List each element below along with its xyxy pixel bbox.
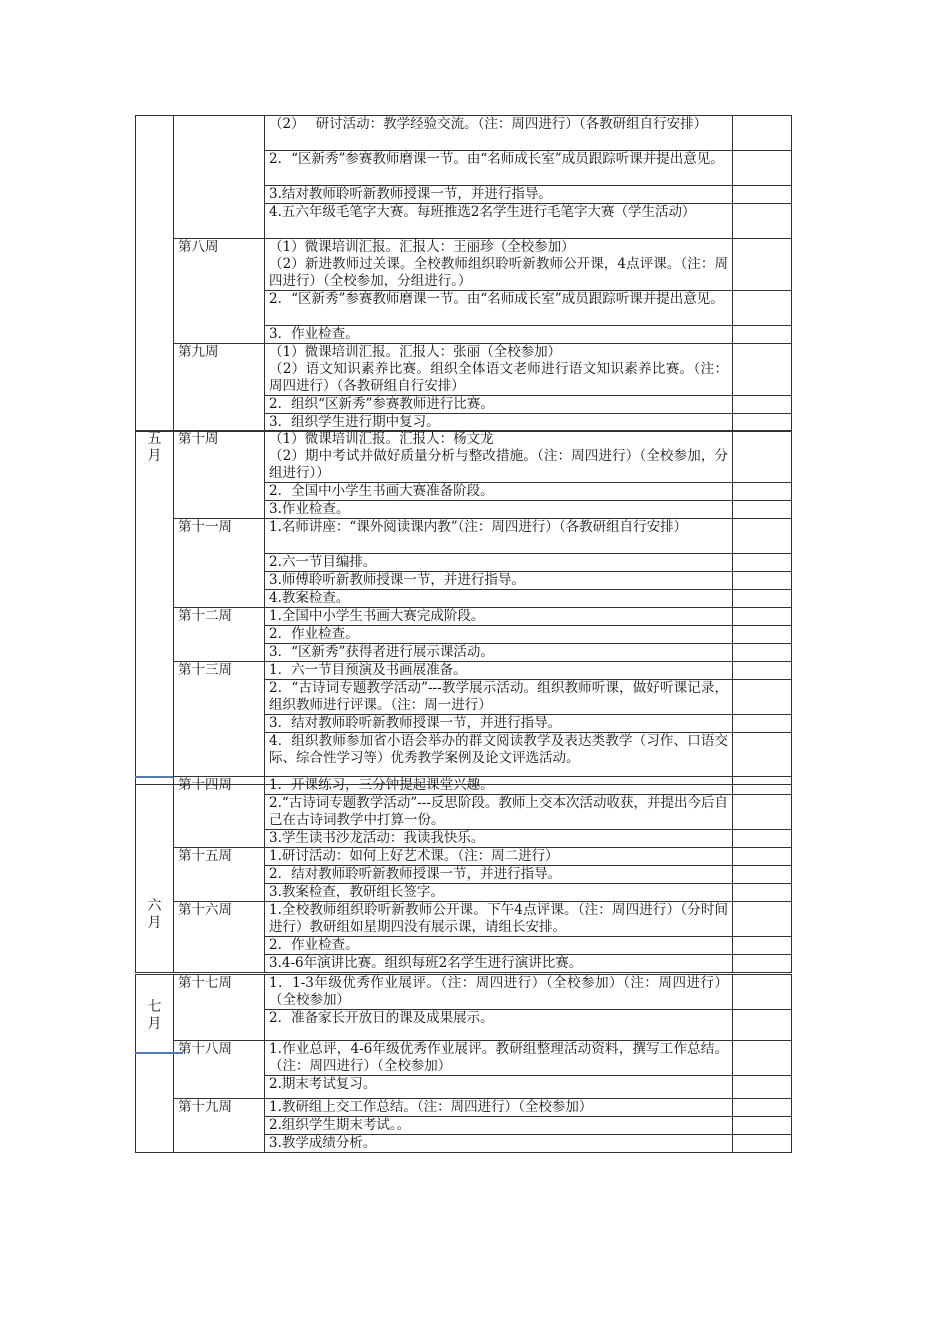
week-label: 第十八周 bbox=[174, 1041, 265, 1099]
plan-item: 2．作业检查。 bbox=[265, 626, 733, 644]
plan-item: 1.作业总评，4-6年级优秀作业展评。教研组整理活动资料，撰写工作总结。（注：周四进行）（全校参加） bbox=[265, 1041, 733, 1076]
table-row bbox=[136, 777, 792, 795]
notes-cell bbox=[733, 1076, 792, 1099]
notes-cell bbox=[733, 239, 792, 291]
plan-item: 3.4-6年演讲比赛。组织每班2名学生进行演讲比赛。 bbox=[265, 955, 733, 973]
notes-cell bbox=[733, 414, 792, 432]
week-label: 第九周 bbox=[174, 344, 265, 432]
month-cell-april bbox=[136, 116, 174, 432]
notes-cell bbox=[733, 1010, 792, 1041]
notes-cell bbox=[733, 626, 792, 644]
plan-item: 3.教学成绩分析。 bbox=[265, 1135, 733, 1153]
plan-item: 1.全国中小学生书画大赛完成阶段。 bbox=[265, 608, 733, 626]
plan-item: 3.学生读书沙龙活动：我读我快乐。 bbox=[265, 830, 733, 848]
plan-item: 1.名师讲座：“课外阅读课内教”（注：周四进行）（各教研组自行安排） bbox=[265, 519, 733, 554]
table-row bbox=[136, 848, 792, 866]
plan-item: 3.师傅聆听新教师授课一节，并进行指导。 bbox=[265, 572, 733, 590]
month-label-may: 五月 bbox=[147, 431, 162, 464]
notes-cell bbox=[733, 866, 792, 884]
notes-cell bbox=[733, 1099, 792, 1117]
plan-item: 1．六一节目预演及书画展准备。 bbox=[265, 662, 733, 680]
notes-cell bbox=[733, 777, 792, 795]
notes-cell bbox=[733, 291, 792, 326]
plan-item: 2.组织学生期末考试。。 bbox=[265, 1117, 733, 1135]
table-row bbox=[136, 975, 792, 1010]
plan-item: 2．“古诗词专题教学活动”---教学展示活动。组织教师听课，做好听课记录，组织教师进行评课。（注：周一进行） bbox=[265, 680, 733, 715]
notes-cell bbox=[733, 116, 792, 151]
plan-item: 2．组织“区新秀”参赛教师进行比赛。 bbox=[265, 396, 733, 414]
notes-cell bbox=[733, 519, 792, 554]
notes-cell bbox=[733, 795, 792, 830]
plan-item: 3．“区新秀”获得者进行展示课活动。 bbox=[265, 644, 733, 662]
teaching-plan-table bbox=[135, 115, 792, 432]
table-row bbox=[136, 519, 792, 554]
plan-item: 3．作业检查。 bbox=[265, 326, 733, 344]
notes-cell bbox=[733, 848, 792, 866]
table-row bbox=[136, 902, 792, 937]
week-label: 第十四周 bbox=[174, 777, 265, 848]
plan-item: 1．1-3年级优秀作业展评。（注：周四进行）（全校参加）（注：周四进行）（全校参加） bbox=[265, 975, 733, 1010]
notes-cell bbox=[733, 151, 792, 186]
month-cell-june bbox=[136, 777, 174, 973]
notes-cell bbox=[733, 608, 792, 626]
plan-item: 2．全国中小学生书画大赛准备阶段。 bbox=[265, 483, 733, 501]
plan-item: 1.研讨活动：如何上好艺术课。（注：周二进行） bbox=[265, 848, 733, 866]
notes-cell bbox=[733, 326, 792, 344]
plan-item: （1）微课培训汇报。汇报人：王丽珍（全校参加） （2）新进教师过关课。全校教师组织聆听新教师公开课，4点评课。（注：周四进行）（全校参加，分组进行。） bbox=[265, 239, 733, 291]
month-divider-mark bbox=[135, 1052, 183, 1054]
notes-cell bbox=[733, 396, 792, 414]
plan-item: 3.作业检查。 bbox=[265, 501, 733, 519]
week-label: 第十周 bbox=[174, 431, 265, 519]
notes-cell bbox=[733, 204, 792, 239]
table-row bbox=[136, 344, 792, 396]
notes-cell bbox=[733, 501, 792, 519]
week-label: 第十七周 bbox=[174, 975, 265, 1041]
teaching-plan-table-july bbox=[135, 974, 792, 1153]
notes-cell bbox=[733, 715, 792, 733]
plan-item: 4.教案检查。 bbox=[265, 590, 733, 608]
week-label: 第十五周 bbox=[174, 848, 265, 902]
notes-cell bbox=[733, 1135, 792, 1153]
week-label: 第八周 bbox=[174, 239, 265, 344]
table-row bbox=[136, 662, 792, 680]
table-row bbox=[136, 1041, 792, 1076]
plan-item: 2.六一节目编排。 bbox=[265, 554, 733, 572]
notes-cell bbox=[733, 680, 792, 715]
notes-cell bbox=[733, 937, 792, 955]
plan-item: 4.五六年级毛笔字大赛。每班推选2名学生进行毛笔字大赛（学生活动） bbox=[265, 204, 733, 239]
month-label-july: 七月 bbox=[147, 999, 162, 1032]
week-cell-7 bbox=[174, 116, 265, 239]
notes-cell bbox=[733, 955, 792, 973]
notes-cell bbox=[733, 644, 792, 662]
plan-item: 2．结对教师聆听新教师授课一节，并进行指导。 bbox=[265, 866, 733, 884]
plan-item: 3．组织学生进行期中复习。 bbox=[265, 414, 733, 432]
notes-cell bbox=[733, 554, 792, 572]
notes-cell bbox=[733, 975, 792, 1010]
month-cell-may bbox=[136, 431, 174, 785]
notes-cell bbox=[733, 830, 792, 848]
notes-cell bbox=[733, 662, 792, 680]
teaching-plan-table-june-july bbox=[135, 776, 792, 973]
notes-cell bbox=[733, 186, 792, 204]
table-row bbox=[136, 116, 792, 151]
plan-item: 1.教研组上交工作总结。（注：周四进行）（全校参加） bbox=[265, 1099, 733, 1117]
table-row bbox=[136, 239, 792, 291]
notes-cell bbox=[733, 1041, 792, 1076]
notes-cell bbox=[733, 590, 792, 608]
plan-item: 2.“古诗词专题教学活动”---反思阶段。教师上交本次活动收获，并提出今后自己在古诗词教学中打算一份。 bbox=[265, 795, 733, 830]
month-label-june: 六月 bbox=[147, 898, 162, 931]
notes-cell bbox=[733, 572, 792, 590]
month-divider-mark bbox=[135, 776, 173, 778]
week-label: 第十六周 bbox=[174, 902, 265, 973]
notes-cell bbox=[733, 344, 792, 396]
plan-item: 3．结对教师聆听新教师授课一节，并进行指导。 bbox=[265, 715, 733, 733]
plan-item: （1）微课培训汇报。汇报人：杨文龙 （2）期中考试并做好质量分析与整改措施。（注：周四进行）（全校参加，分组进行）） bbox=[265, 431, 733, 483]
plan-item: 2．“区新秀”参赛教师磨课一节。由“名师成长室”成员跟踪听课并提出意见。 bbox=[265, 291, 733, 326]
plan-item: （1）微课培训汇报。汇报人：张丽（全校参加） （2）语文知识素养比赛。组织全体语文老师进行语文知识素养比赛。（注：周四进行）（各教研组自行安排） bbox=[265, 344, 733, 396]
plan-item: 1．开课练习，三分钟提起课堂兴趣。 bbox=[265, 777, 733, 795]
plan-item: 2．作业检查。 bbox=[265, 937, 733, 955]
plan-item: 2．“区新秀”参赛教师磨课一节。由“名师成长室”成员跟踪听课并提出意见。 bbox=[265, 151, 733, 186]
month-cell-july bbox=[136, 975, 174, 1153]
plan-item: 2.期末考试复习。 bbox=[265, 1076, 733, 1099]
week-label: 第十二周 bbox=[174, 608, 265, 662]
table-row bbox=[136, 431, 792, 483]
notes-cell bbox=[733, 1117, 792, 1135]
teaching-plan-table-may-july bbox=[135, 430, 792, 785]
week-label: 第十九周 bbox=[174, 1099, 265, 1153]
table-row bbox=[136, 1099, 792, 1117]
plan-item: 4．组织教师参加省小语会举办的群文阅读教学及表达类教学（习作、口语交际、综合性学习等）优秀教学案例及论文评选活动。 bbox=[265, 733, 733, 785]
week-label: 第十一周 bbox=[174, 519, 265, 608]
notes-cell bbox=[733, 884, 792, 902]
notes-cell bbox=[733, 483, 792, 501]
plan-item: 3.教案检查，教研组长签字。 bbox=[265, 884, 733, 902]
week-label: 第十三周 bbox=[174, 662, 265, 785]
plan-item: 1.全校教师组织聆听新教师公开课。下午4点评课。（注：周四进行）（分时间进行）教研组如星期四没有展示课，请组长安排。 bbox=[265, 902, 733, 937]
notes-cell bbox=[733, 431, 792, 483]
plan-item: （2） 研讨活动：教学经验交流。（注：周四进行）（各教研组自行安排） bbox=[265, 116, 733, 151]
table-row bbox=[136, 608, 792, 626]
plan-item: 2．准备家长开放日的课及成果展示。 bbox=[265, 1010, 733, 1041]
plan-item: 3.结对教师聆听新教师授课一节，并进行指导。 bbox=[265, 186, 733, 204]
notes-cell bbox=[733, 902, 792, 937]
